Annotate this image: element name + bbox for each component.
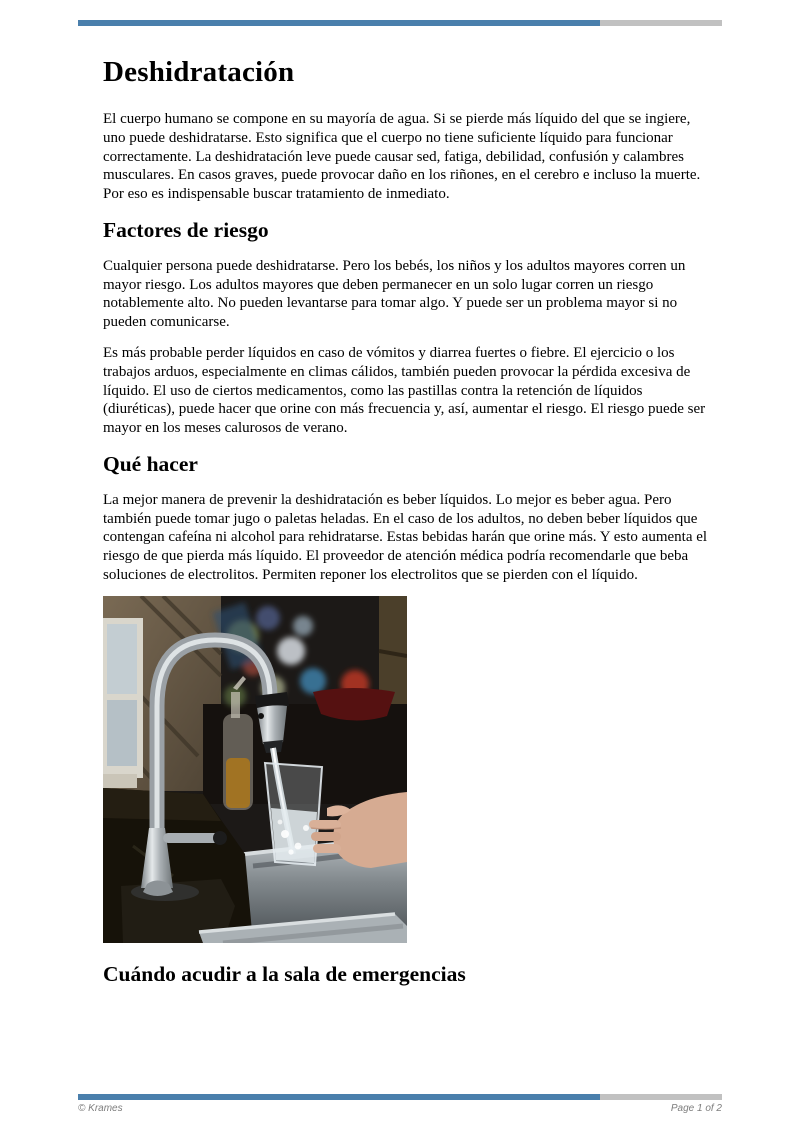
copyright-text: © Krames bbox=[78, 1103, 123, 1114]
kitchen-faucet-photo bbox=[103, 596, 407, 943]
page-number: Page 1 of 2 bbox=[670, 1103, 722, 1114]
footer-rule bbox=[78, 1094, 722, 1100]
page-title: Deshidratación bbox=[103, 56, 295, 88]
article-body bbox=[103, 0, 715, 988]
section-heading-what-to-do: Qué hacer bbox=[103, 452, 198, 477]
section-heading-risk-factors: Factores de riesgo bbox=[103, 218, 269, 243]
what-to-do-paragraph: La mejor manera de prevenir la deshidratación es beber líquidos. Lo mejor es beber agua. Pero también puede tomar jugo o paletas heladas. En el caso de los adultos, no deben beber líquidos que contengan cafeína ni alcohol para rehidratarse. Estas bebidas harán que orine más. Y esto aumenta el riesgo de que pierda más líquido. El proveedor de atención médica podría recomendarle que beba soluciones de electrolitos. Permiten reponer los electrolitos que se pierden con el líquido. bbox=[103, 492, 708, 583]
page-footer bbox=[78, 1103, 722, 1114]
section-heading-er: Cuándo acudir a la sala de emergencias bbox=[103, 962, 466, 987]
intro-paragraph: El cuerpo humano se compone en su mayoría de agua. Si se pierde más líquido del que se ingiere, uno puede deshidratarse. Esto significa que el cuerpo no tiene suficiente líquido para funcionar correctamente. La deshidratación leve puede causar sed, fatiga, debilidad, confusión y calambres musculares. En casos graves, puede provocar daño en los riñones, en el cerebro e incluso la muerte. Por eso es indispensable buscar tratamiento de inmediato. bbox=[103, 111, 701, 202]
kitchen-faucet-illustration bbox=[103, 596, 407, 943]
risk-factors-paragraph-2: Es más probable perder líquidos en caso de vómitos y diarrea fuertes o fiebre. El ejercicio o los trabajos arduos, especialmente en climas cálidos, también pueden provocar la pérdida excesiva de líquido. El uso de ciertos medicamentos, como las pastillas contra la retención de líquidos (diuréticas), puede hacer que orine con más frecuencia y, así, aumentar el riesgo. El riesgo puede ser mayor en los meses calurosos de verano. bbox=[103, 345, 706, 436]
footer-rule-gray-segment bbox=[600, 1094, 722, 1100]
risk-factors-paragraph-1: Cualquier persona puede deshidratarse. Pero los bebés, los niños y los adultos mayores corren un mayor riesgo. Los adultos mayores que deben permanecer en un solo lugar corren un riesgo notablemente alto. No pueden levantarse para tomar algo. Y puede ser un problema mayor si no pueden comunicarse. bbox=[103, 258, 686, 330]
footer-rule-blue-segment bbox=[78, 1094, 600, 1100]
